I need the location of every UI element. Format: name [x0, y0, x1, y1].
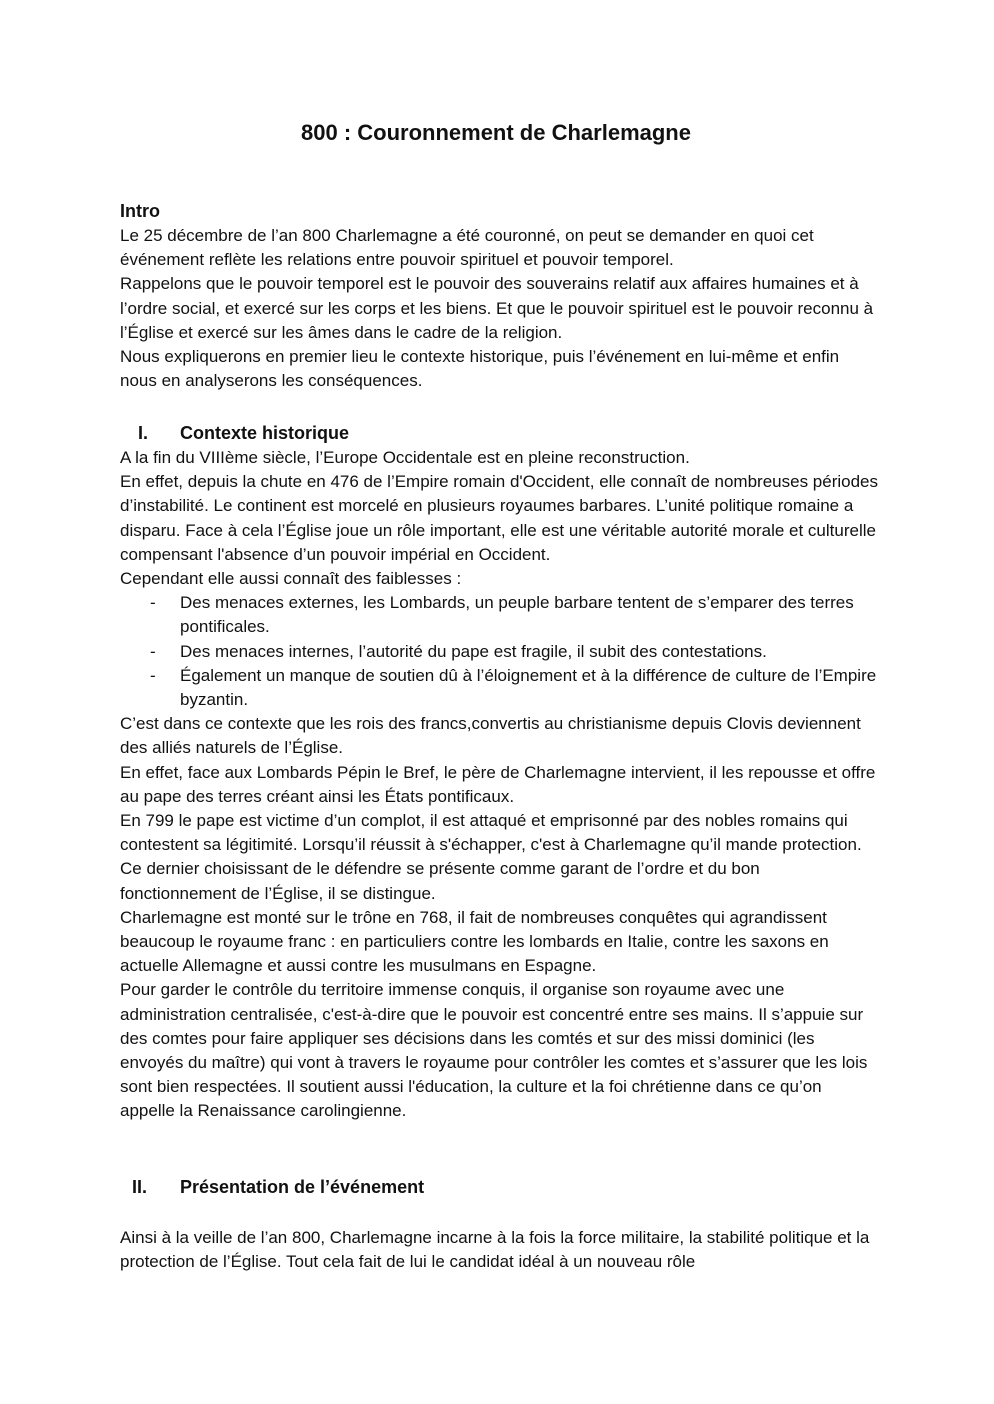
section-1-paragraph: Cependant elle aussi connaît des faiblesses : — [120, 569, 462, 589]
section-1-title: Contexte historique — [180, 423, 350, 443]
section-1-paragraph: En 799 le pape est victime d’un complot, il est attaqué et emprisonné par des nobles romains qui contestent sa légitimité. Lorsqu’il réussit à s'échapper, c'est à Charlemagne qu’il mande protection. Ce dernier choisissant de le défendre se présente comme garant de l’ordre et du bon fonctionnement de l’Église, il se distingue. — [120, 811, 862, 903]
list-item-text: Des menaces externes, les Lombards, un peuple barbare tentent de s’emparer des terres pontificales. — [180, 593, 854, 637]
intro-paragraph: Rappelons que le pouvoir temporel est le pouvoir des souverains relatif aux affaires humaines et à l’ordre social, et exercé sur les corps et les biens. Et que le pouvoir spirituel est le pouvoir reconnu à l’Église et exercé sur les âmes dans le cadre de la religion. — [120, 274, 874, 342]
list-dash: - — [150, 665, 156, 685]
section-1-paragraph: Charlemagne est monté sur le trône en 768, il fait de nombreuses conquêtes qui agrandissent beaucoup le royaume franc : en particuliers contre les lombards en Italie, contre les saxons en actuelle Allemagne et aussi contre les musulmans en Espagne. — [120, 907, 829, 976]
section-1-paragraph: C’est dans ce contexte que les rois des francs,convertis au christianisme depuis Clovis deviennent des alliés naturels de l’Église. — [120, 714, 861, 758]
section-2-heading — [132, 1175, 424, 1199]
section-1-paragraph: A la fin du VIIIème siècle, l’Europe Occidentale est en pleine reconstruction. — [120, 448, 690, 467]
list-dash: - — [150, 593, 156, 613]
intro-paragraph: Nous expliquerons en premier lieu le contexte historique, puis l’événement en lui-même et enfin nous en analyserons les conséquences. — [120, 347, 840, 391]
section-1-paragraph: Pour garder le contrôle du territoire immense conquis, il organise son royaume avec une administration centralisée, c'est-à-dire que le pouvoir est concentré entre ses mains. Il s’appuie sur des comtes pour faire appliquer ses décisions dans les comtés et sur des missi dominici (les envoyés du maître) qui vont à travers le royaume pour contrôler les comtes et s’assurer que les lois sont bien respectées. Il soutient aussi l'éducation, la culture et la foi chrétienne dans ce qu’on appelle la Renaissance carolingienne. — [120, 980, 868, 1121]
section-2-body — [120, 1226, 880, 1274]
intro-heading: Intro — [120, 201, 160, 221]
weaknesses-list — [120, 591, 880, 712]
list-item — [120, 640, 880, 664]
section-1-paragraph: En effet, depuis la chute en 476 de l’Empire romain d'Occident, elle connaît de nombreuses périodes d’instabilité. Le continent est morcelé en plusieurs royaumes barbares. L’unité politique romaine a disparu. Face à cela l’Église joue un rôle important, elle est une véritable autorité morale et culturelle compensant l'absence d’un pouvoir impérial en Occident. — [120, 472, 879, 564]
list-item — [120, 664, 880, 712]
section-1-body — [120, 446, 880, 1124]
list-item — [120, 591, 880, 639]
intro-paragraph: Le 25 décembre de l’an 800 Charlemagne a été couronné, on peut se demander en quoi cet événement reflète les relations entre pouvoir spirituel et pouvoir temporel. — [120, 226, 814, 270]
section-1-number: I. — [138, 423, 149, 443]
intro-body — [120, 224, 880, 393]
section-1-heading — [138, 421, 349, 445]
section-2-number: II. — [132, 1177, 148, 1197]
section-2-title: Présentation de l’événement — [180, 1177, 425, 1197]
list-item-text: Des menaces internes, l’autorité du pape est fragile, il subit des contestations. — [180, 641, 767, 661]
document-title: 800 : Couronnement de Charlemagne — [301, 120, 691, 145]
list-item-text: Également un manque de soutien dû à l’éloignement et à la différence de culture de l’Empire byzantin. — [180, 665, 877, 710]
list-dash: - — [150, 641, 156, 661]
section-1-paragraph: En effet, face aux Lombards Pépin le Bref, le père de Charlemagne intervient, il les repousse et offre au pape des terres créant ainsi les États pontificaux. — [120, 762, 876, 806]
section-2-paragraph: Ainsi à la veille de l’an 800, Charlemagne incarne à la fois la force militaire, la stabilité politique et la protection de l’Église. Tout cela fait de lui le candidat idéal à un nouveau rôle — [120, 1228, 870, 1272]
